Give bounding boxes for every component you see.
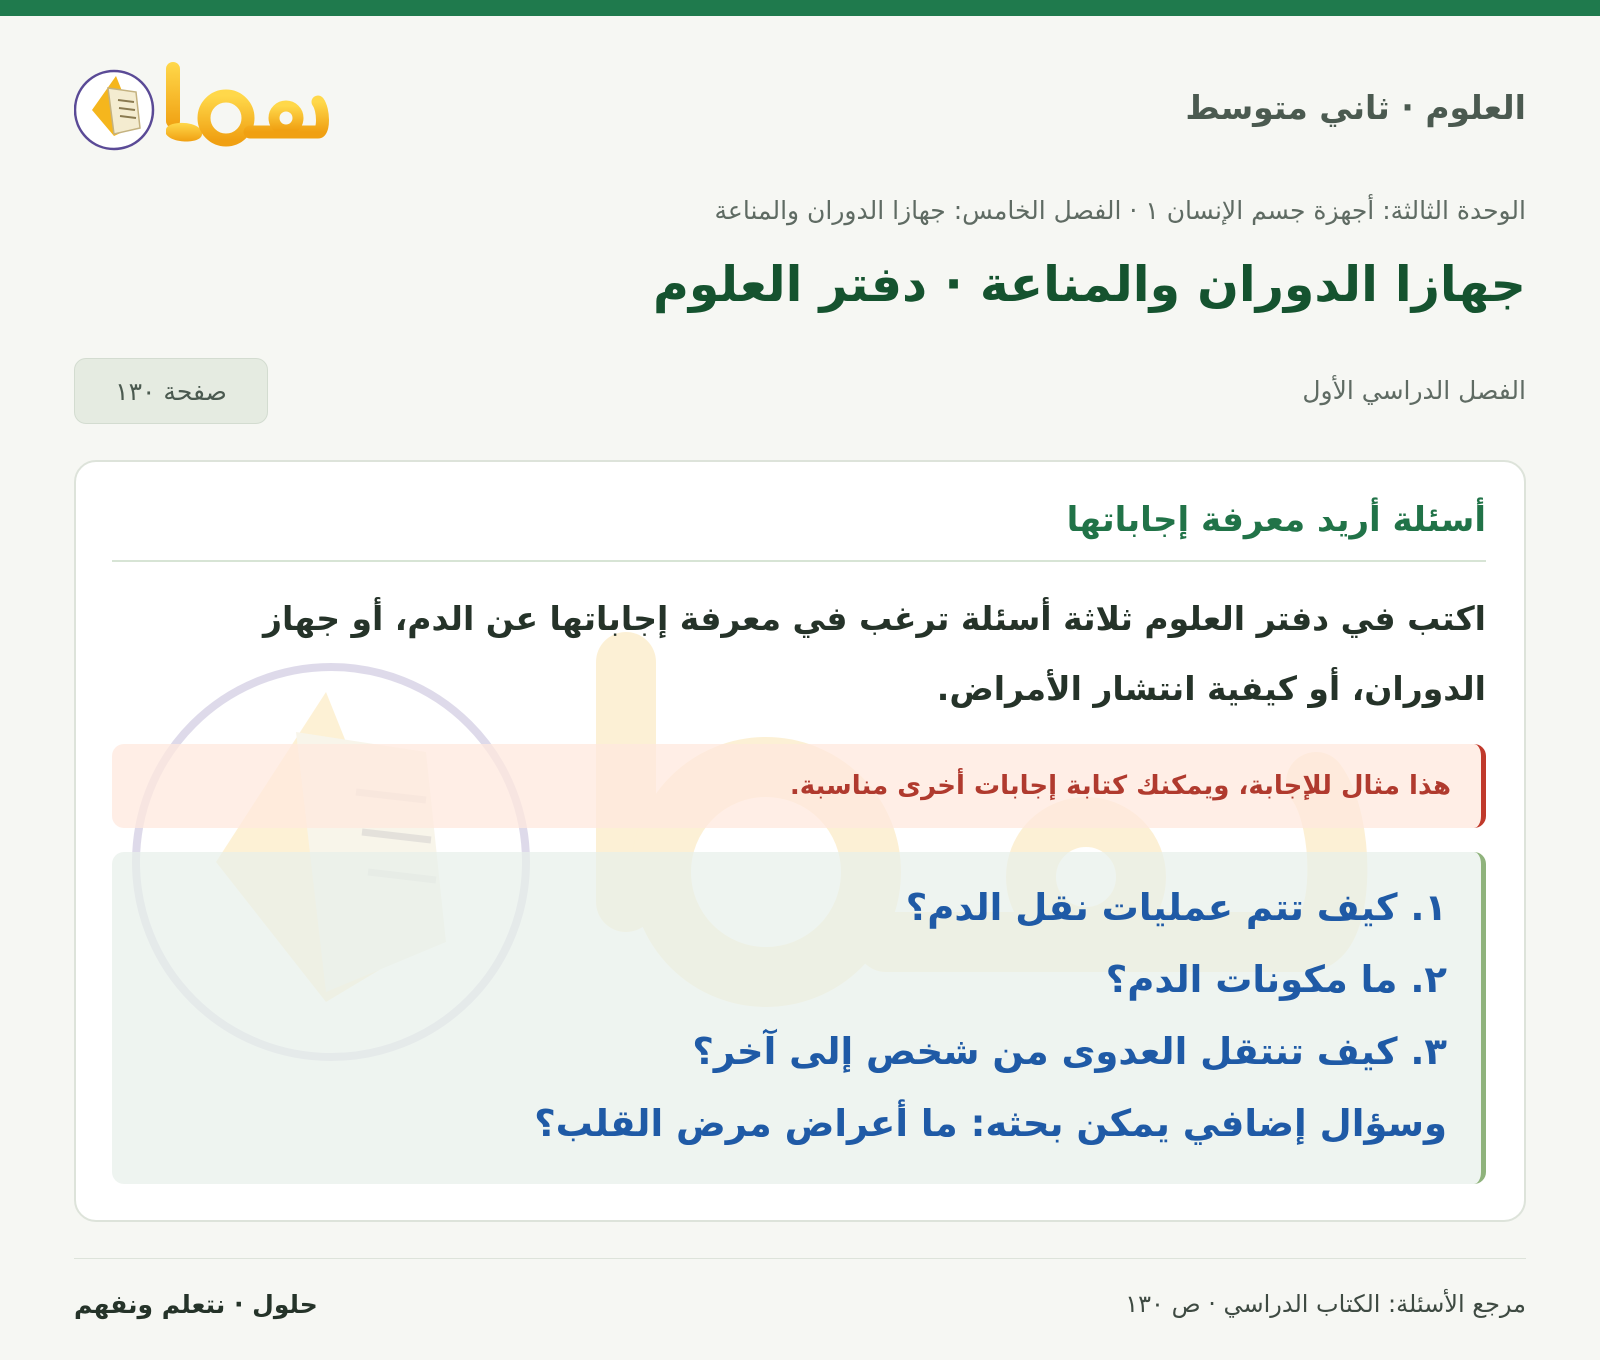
site-logo[interactable]: [74, 52, 334, 160]
footer-divider: [74, 1258, 1526, 1259]
page-title: جهازا الدوران والمناعة · دفتر العلوم: [652, 256, 1526, 313]
footer-brand: حلول · نتعلم ونفهم: [74, 1290, 318, 1319]
answer-item: ٣. كيف تنتقل العدوى من شخص إلى آخر؟: [692, 1030, 1447, 1073]
page-number-badge: صفحة ١٣٠: [74, 358, 268, 424]
answer-item: وسؤال إضافي يمكن بحثه: ما أعراض مرض القلب؟: [534, 1102, 1447, 1145]
top-accent-bar: [0, 0, 1600, 16]
answers-box: [112, 852, 1486, 1184]
page-header: [74, 52, 1526, 162]
book-icon: [74, 52, 334, 160]
footer-reference: مرجع الأسئلة: الكتاب الدراسي · ص ١٣٠: [1125, 1290, 1526, 1318]
answer-item: ١. كيف تتم عمليات نقل الدم؟: [905, 886, 1447, 929]
instruction-text: اكتب في دفتر العلوم ثلاثة أسئلة ترغب في معرفة إجاباتها عن الدم، أو جهاز الدوران، أو كيفية انتشار الأمراض.: [263, 599, 1486, 708]
answer-item: ٢. ما مكونات الدم؟: [1105, 958, 1447, 1001]
semester-label: الفصل الدراسي الأول: [1302, 376, 1526, 405]
section-divider: [112, 560, 1486, 562]
section-title: أسئلة أريد معرفة إجاباتها: [1066, 500, 1486, 540]
questions-card: [74, 460, 1526, 1222]
example-note: هذا مثال للإجابة، ويمكنك كتابة إجابات أخرى مناسبة.: [112, 744, 1486, 828]
breadcrumb: الوحدة الثالثة: أجهزة جسم الإنسان ١ · الفصل الخامس: جهازا الدوران والمناعة: [714, 196, 1526, 225]
subject-label: العلوم · ثاني متوسط: [1185, 88, 1526, 127]
